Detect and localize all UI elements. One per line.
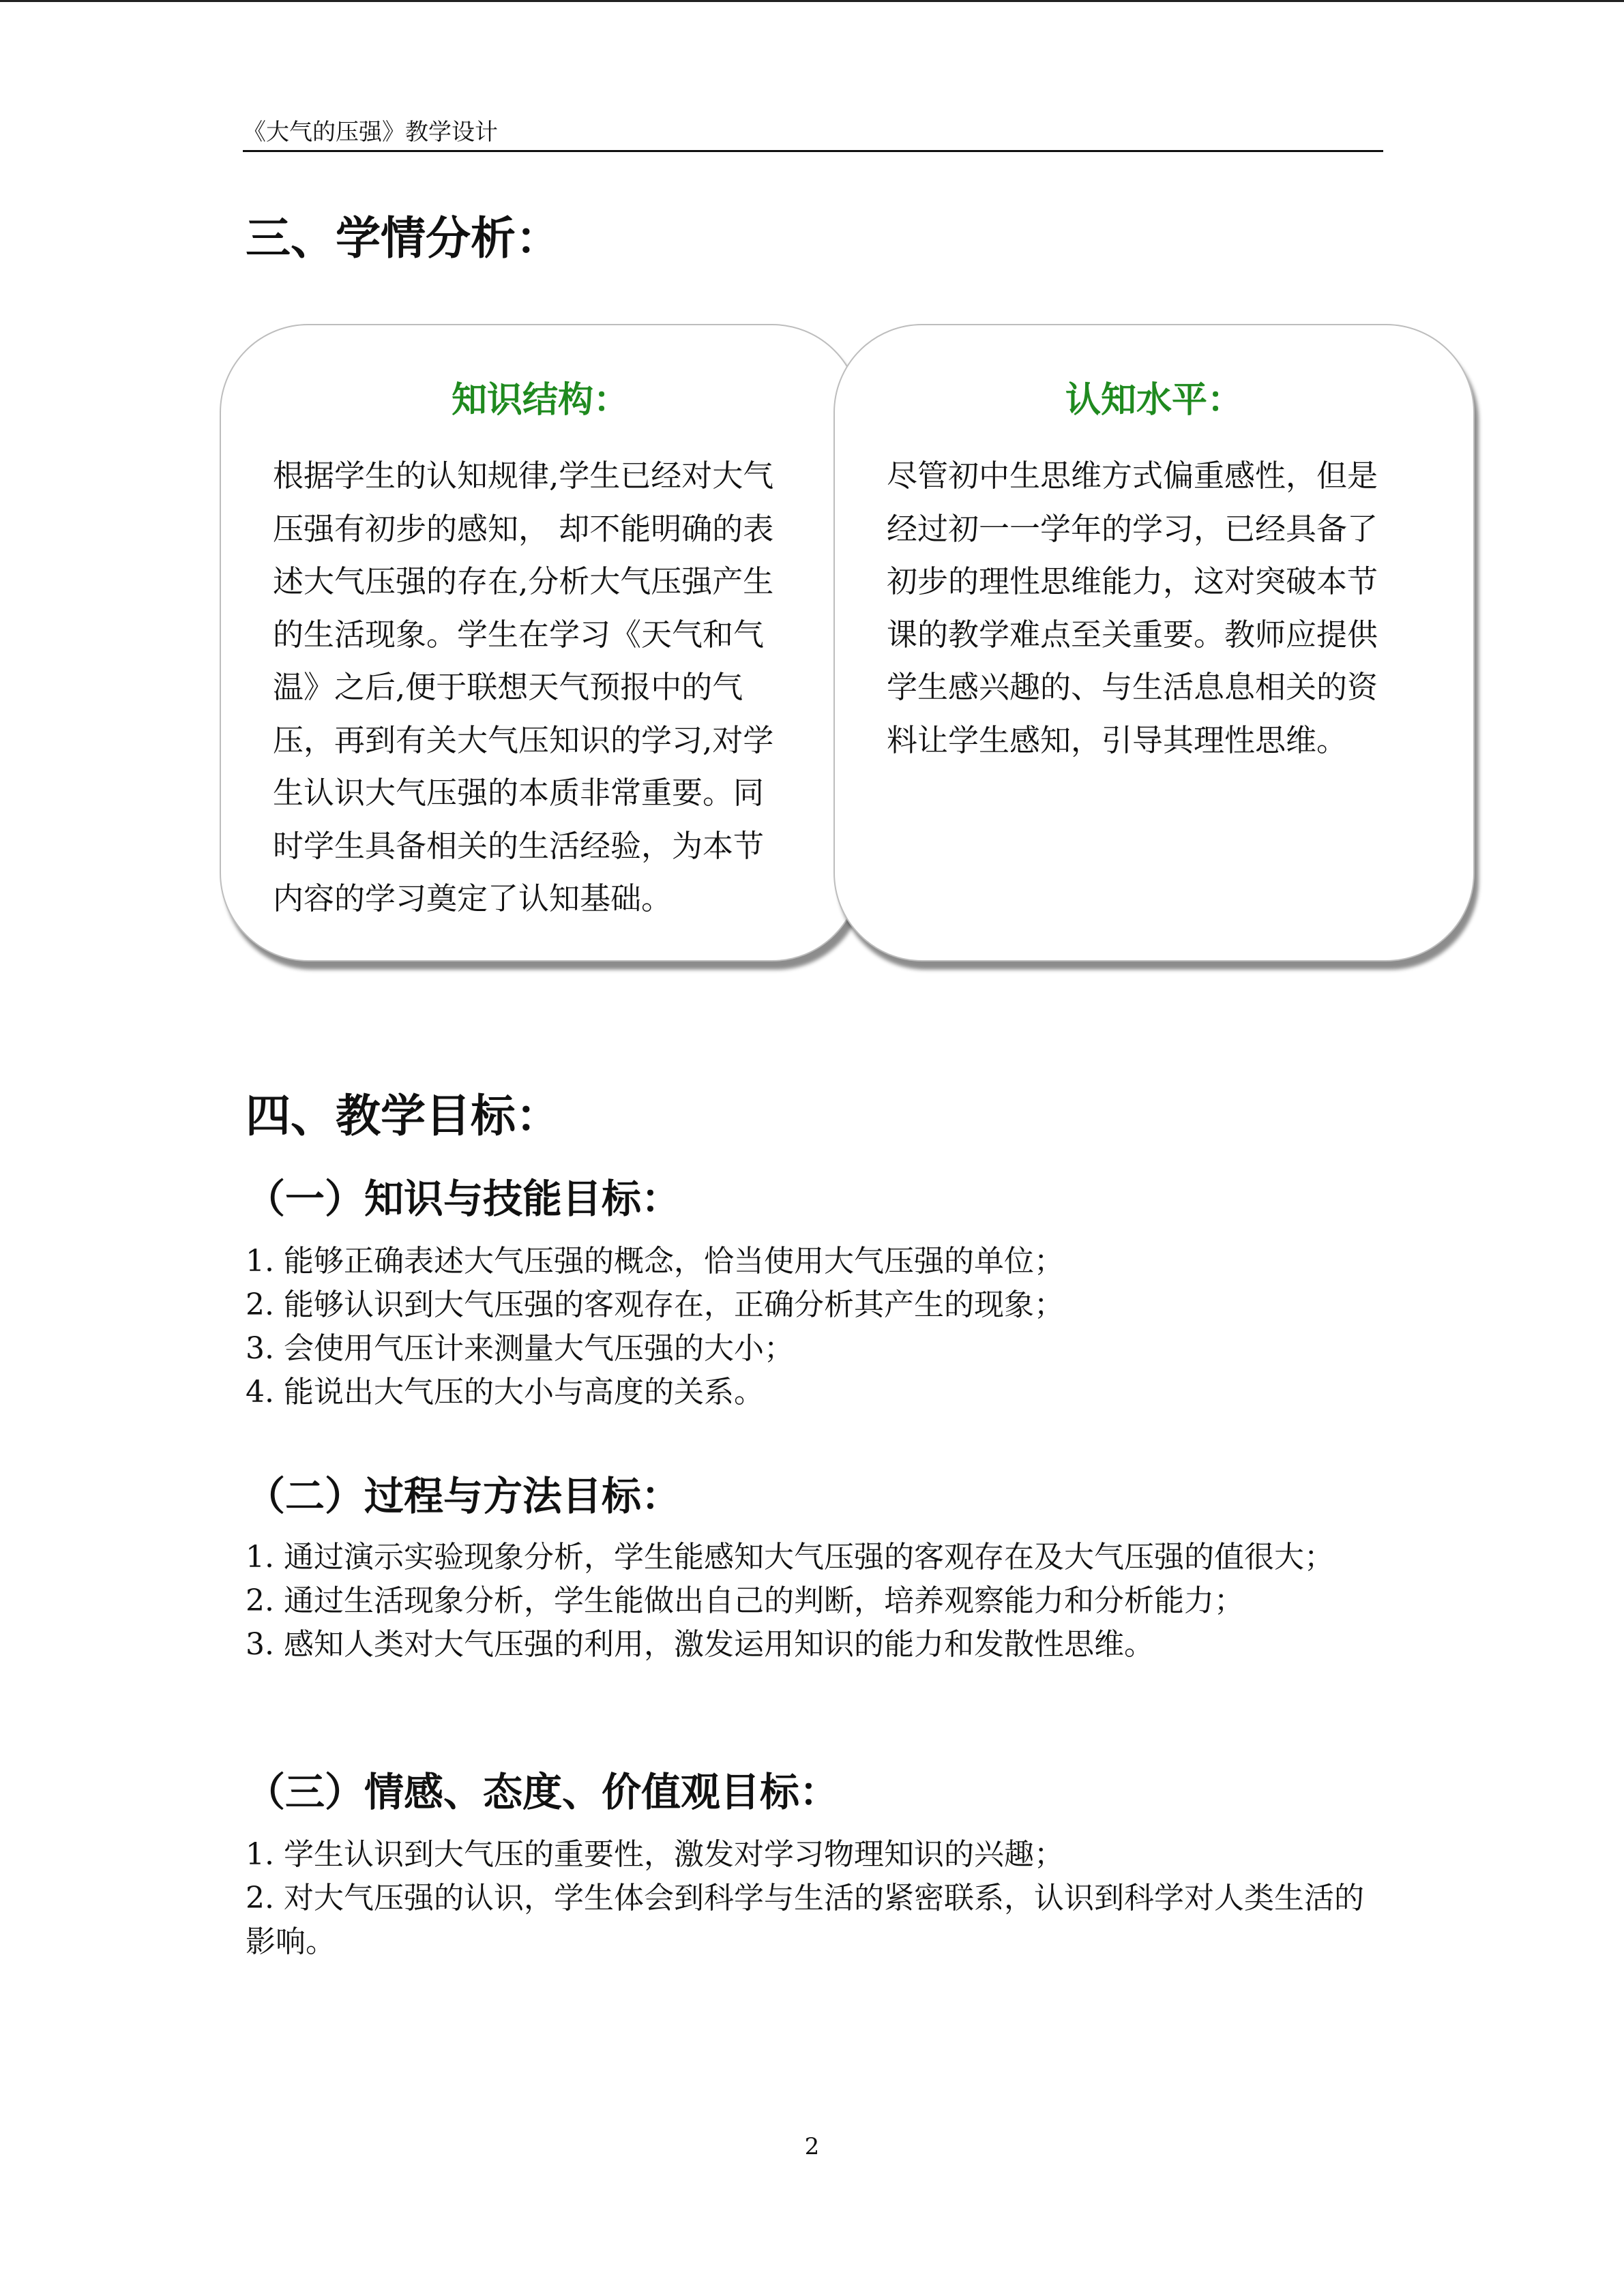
list-item: 2. 通过生活现象分析，学生能做出自己的判断，培养观察能力和分析能力； <box>246 1583 1244 1618</box>
list-item: 1. 学生认识到大气压的重要性，激发对学习物理知识的兴趣； <box>246 1837 1064 1872</box>
process-methods-list <box>246 1536 1391 1667</box>
card-line: 根据学生的认知规律,学生已经对大气 <box>273 458 774 494</box>
section-title-learning-analysis: 三、学情分析： <box>246 212 561 265</box>
list-item: 2. 对大气压强的认识，学生体会到科学与生活的紧密联系，认识到科学对人类生活的影响。 <box>246 1881 1364 1959</box>
subsection-title-knowledge-skills: （一）知识与技能目标： <box>246 1176 681 1222</box>
card-line: 述大气压强的存在,分析大气压强产生 <box>273 563 774 599</box>
card-line: 时学生具备相关的生活经验，为本节 <box>273 827 765 864</box>
list-item: 4. 能说出大气压的大小与高度的关系。 <box>246 1375 764 1410</box>
section-title-teaching-goals: 四、教学目标： <box>246 1090 561 1142</box>
card-line: 的生活现象。学生在学习《天气和气 <box>273 616 765 653</box>
card-line: 内容的学习奠定了认知基础。 <box>273 880 673 916</box>
card-title: 认知水平： <box>1065 380 1243 421</box>
subsection-title-process-methods: （二）过程与方法目标： <box>246 1473 681 1519</box>
list-item: 1. 通过演示实验现象分析，学生能感知大气压强的客观存在及大气压强的值很大； <box>246 1540 1334 1575</box>
card-line: 课的教学难点至关重要。教师应提供 <box>887 616 1378 653</box>
card-line: 温》之后,便于联想天气预报中的气 <box>273 669 743 705</box>
list-item: 1. 能够正确表述大气压强的概念，恰当使用大气压强的单位； <box>246 1244 1064 1279</box>
card-line: 压，再到有关大气压知识的学习,对学 <box>273 721 774 758</box>
page-number: 2 <box>804 2133 820 2160</box>
list-item: 3. 感知人类对大气压强的利用，激发运用知识的能力和发散性思维。 <box>246 1627 1154 1662</box>
card-body <box>887 449 1426 766</box>
subsection-title-emotion-values: （三）情感、态度、价值观目标： <box>246 1769 840 1815</box>
knowledge-structure-card <box>220 324 861 961</box>
card-line: 学生感兴趣的、与生活息息相关的资 <box>887 669 1378 705</box>
card-line: 压强有初步的感知， 却不能明确的表 <box>273 510 774 547</box>
emotion-values-list <box>246 1833 1391 1964</box>
knowledge-skills-list <box>246 1240 1391 1414</box>
list-item: 2. 能够认识到大气压强的客观存在，正确分析其产生的现象； <box>246 1287 1064 1322</box>
card-title: 知识结构： <box>451 380 629 421</box>
page-top-border <box>0 0 1624 2</box>
card-line: 经过初一一学年的学习，已经具备了 <box>887 510 1378 547</box>
card-line: 初步的理性思维能力，这对突破本节 <box>887 563 1378 599</box>
card-body <box>273 449 812 925</box>
running-header: 《大气的压强》教学设计 <box>243 115 1383 152</box>
card-line: 生认识大气压强的本质非常重要。同 <box>273 775 765 811</box>
list-item: 3. 会使用气压计来测量大气压强的大小； <box>246 1331 794 1366</box>
cognitive-level-card <box>833 324 1475 961</box>
card-line: 尽管初中生思维方式偏重感性，但是 <box>887 458 1378 494</box>
card-line: 料让学生感知，引导其理性思维。 <box>887 721 1348 758</box>
